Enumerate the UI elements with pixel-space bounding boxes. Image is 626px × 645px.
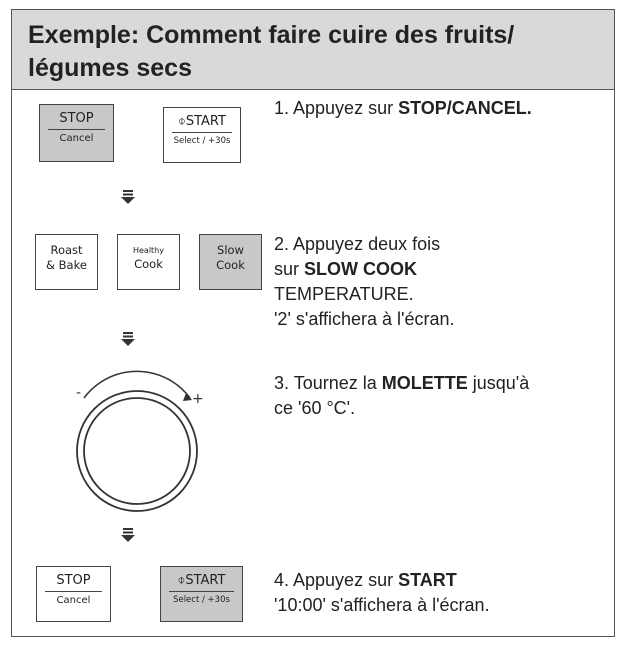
- cook-label: Cook: [134, 257, 163, 271]
- down-arrow-icon: [121, 332, 135, 346]
- healthy-label: Healthy: [132, 246, 164, 255]
- healthy-cook-button[interactable]: [117, 234, 180, 290]
- down-arrow-icon: [121, 190, 135, 204]
- step-1-text: 1. Appuyez sur STOP/CANCEL.: [274, 98, 532, 118]
- cancel-label: Cancel: [56, 595, 91, 606]
- roast-bake-button[interactable]: [35, 234, 98, 290]
- stop-cancel-button[interactable]: [36, 566, 111, 622]
- bake-label: & Bake: [46, 258, 87, 272]
- step-2-text: 2. Appuyez deux fois sur SLOW COOK TEMPERATURE. '2' s'affichera à l'écran.: [274, 234, 455, 329]
- instruction-box: [11, 9, 615, 637]
- header-bar: [12, 10, 614, 90]
- dial-minus-label: -: [76, 385, 82, 401]
- slow-cook-label: Cook: [216, 258, 245, 272]
- select-label: Select / +30s: [173, 595, 230, 605]
- button-divider: [48, 129, 105, 130]
- start-label: ⌽START: [177, 573, 226, 588]
- start-button[interactable]: [160, 566, 243, 622]
- step-4-text: 4. Appuyez sur START '10:00' s'affichera à l'écran.: [274, 570, 490, 615]
- stop-cancel-button[interactable]: [39, 104, 114, 162]
- start-label: ⌽START: [178, 114, 226, 129]
- button-divider: [45, 591, 102, 592]
- roast-label: Roast: [50, 243, 83, 257]
- down-arrow-icon: [121, 528, 135, 542]
- dial-knob-icon[interactable]: [62, 366, 212, 516]
- start-button[interactable]: [163, 107, 241, 163]
- cancel-label: Cancel: [59, 133, 94, 144]
- stop-label: STOP: [59, 111, 94, 126]
- page-title: Exemple: Comment faire cuire des fruits/ légumes secs: [28, 21, 515, 82]
- slow-cook-button[interactable]: [199, 234, 262, 290]
- slow-label: Slow: [217, 243, 244, 257]
- step-3-text: 3. Tournez la MOLETTE jusqu'à ce '60 °C'.: [274, 373, 530, 418]
- stop-label: STOP: [56, 573, 91, 588]
- dial-plus-label: +: [192, 391, 204, 407]
- button-divider: [169, 591, 234, 592]
- select-label: Select / +30s: [173, 136, 231, 146]
- button-divider: [172, 132, 232, 133]
